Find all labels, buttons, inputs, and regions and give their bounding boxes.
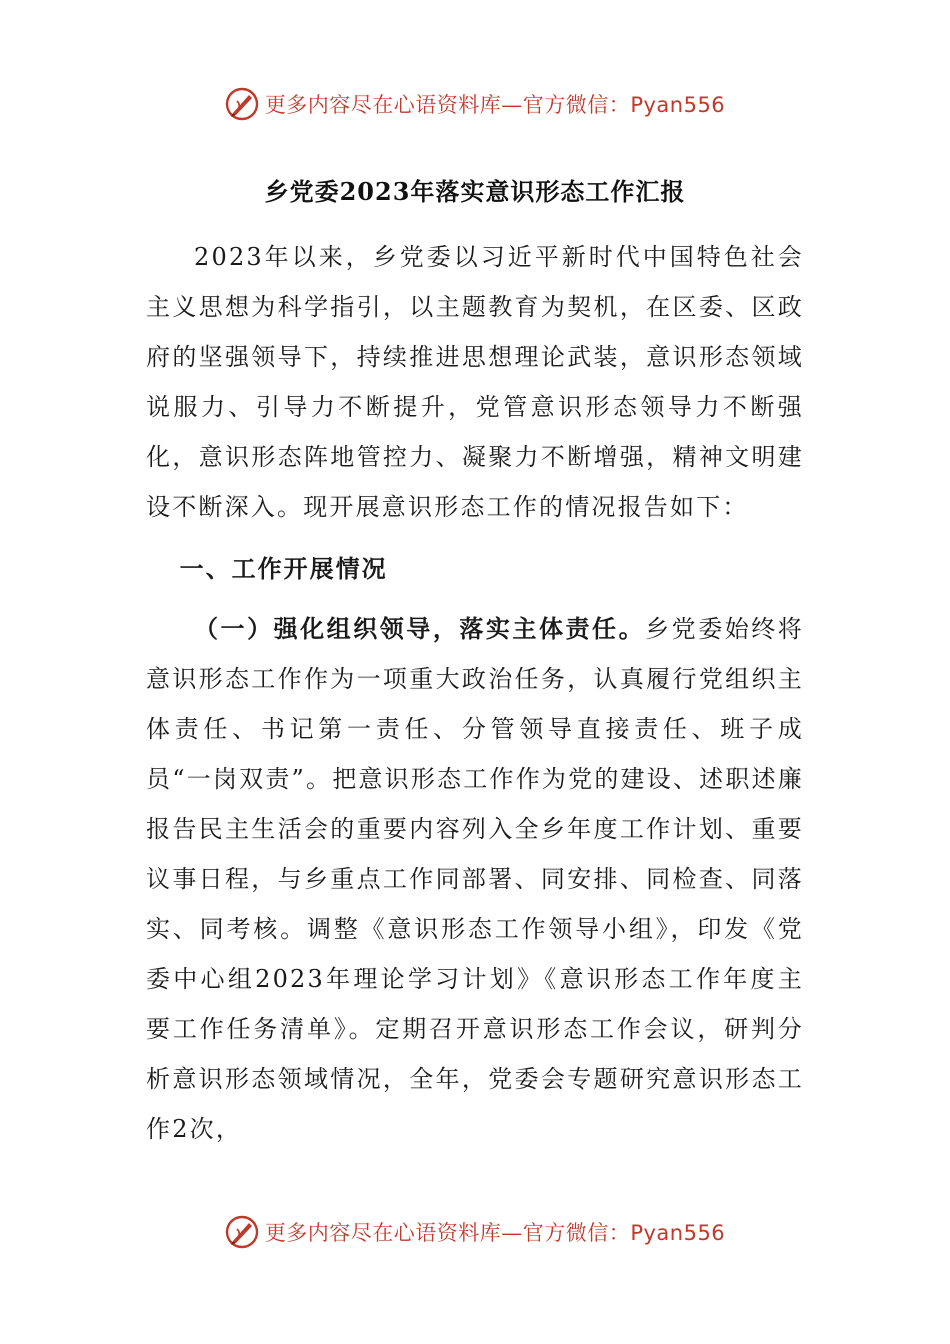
banner-wechat-id: Pyan556: [630, 1221, 726, 1245]
pen-logo-icon: [225, 87, 259, 121]
document-title: 乡党委2023年落实意识形态工作汇报: [264, 177, 686, 206]
section-heading: 一、工作开展情况: [179, 554, 388, 583]
document-body: [146, 232, 804, 1154]
top-banner: [0, 84, 950, 124]
banner-text: [265, 1217, 725, 1247]
bottom-banner: [0, 1212, 950, 1252]
banner-promo-text: 更多内容尽在心语资料库—官方微信：: [264, 1221, 631, 1245]
banner-wechat-id: Pyan556: [630, 93, 726, 117]
banner-text: [265, 89, 725, 119]
banner-promo-text: 更多内容尽在心语资料库—官方微信：: [264, 93, 631, 117]
subsection-paragraph: [146, 604, 804, 1154]
subsection-lead: （一）强化组织领导，落实主体责任。: [194, 614, 646, 643]
subsection-body: 乡党委始终将意识形态工作作为一项重大政治任务，认真履行党组织主体责任、书记第一责任、分管领导直接责任、班子成员“一岗双责”。把意识形态工作作为党的建设、述职述廉报告民主生活会的重要内容列入全乡年度工作计划、重要议事日程，与乡重点工作同部署、同安排、同检查、同落实、同考核。调整《意识形态工作领导小组》，印发《党委中心组2023年理论学习计划》《意识形态工作年度主要工作任务清单》。定期召开意识形态工作会议，研判分析意识形态领域情况，全年，党委会专题研究意识形态工作2次，: [146, 615, 805, 1143]
pen-logo-icon: [225, 1215, 259, 1249]
intro-paragraph: 2023年以来，乡党委以习近平新时代中国特色社会主义思想为科学指引，以主题教育为契机，在区委、区政府的坚强领导下，持续推进思想理论武装，意识形态领域说服力、引导力不断提升，党管意识形态领导力不断强化，意识形态阵地管控力、凝聚力不断增强，精神文明建设不断深入。现开展意识形态工作的情况报告如下：: [146, 243, 804, 521]
